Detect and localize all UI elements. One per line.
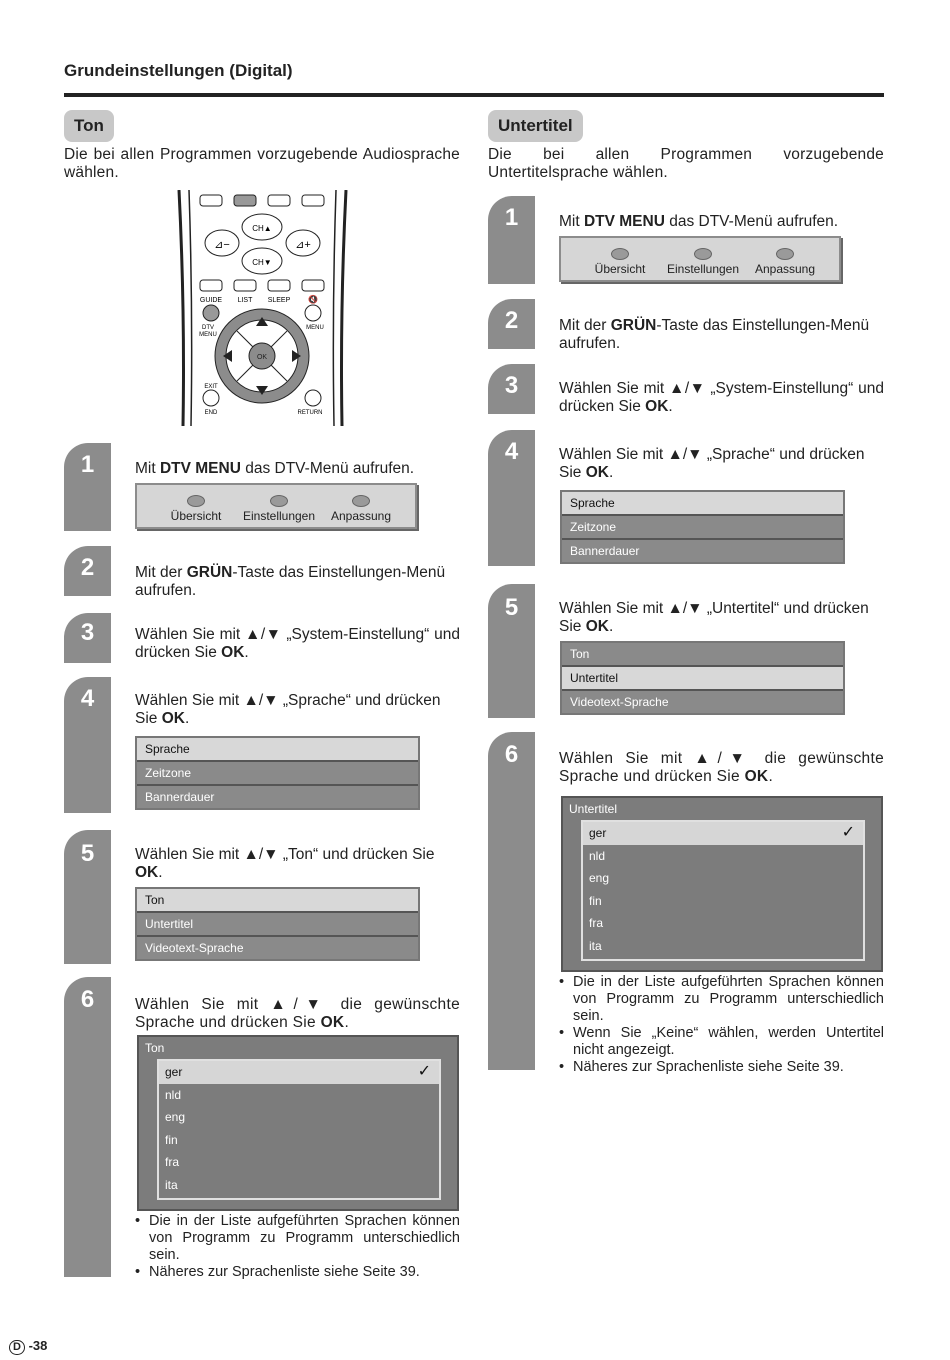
svg-text:RETURN: RETURN xyxy=(297,410,323,416)
svg-text:MENU: MENU xyxy=(199,332,217,338)
section-heading-untertitel: Untertitel xyxy=(488,110,583,142)
step-text: Wählen Sie mit ▲/▼ „Ton“ und drücken Sie OK. xyxy=(135,846,435,881)
menu-dot-icon xyxy=(694,248,712,260)
check-icon: ✓ xyxy=(417,1063,431,1080)
step-text: Wählen Sie mit ▲/▼ die gewünschte Sprache und drücken Sie OK. xyxy=(135,996,460,1031)
menu-item-anpassung[interactable]: Anpassung xyxy=(330,509,392,523)
note-item: • Näheres zur Sprachenliste siehe Seite 39. xyxy=(135,1264,460,1281)
note-item: • Wenn Sie „Keine“ wählen, werden Untertitel nicht angezeigt. xyxy=(559,1025,884,1059)
remote-control-illustration xyxy=(175,190,350,426)
language-list xyxy=(157,1059,441,1200)
list-item-fin[interactable]: fin xyxy=(589,893,602,908)
step-text: Wählen Sie mit ▲/▼ „Untertitel“ und drücken Sie OK. xyxy=(559,600,869,635)
menu-dot-icon xyxy=(352,495,370,507)
page-number: 38 xyxy=(32,1338,48,1353)
sprache-menu xyxy=(135,736,420,810)
page-title: Grundeinstellungen (Digital) xyxy=(64,61,293,80)
intro-text: Die bei allen Programmen vorzugebende Audiosprache wählen. xyxy=(64,146,460,181)
step-number: 3 xyxy=(504,372,519,399)
note-item: • Näheres zur Sprachenliste siehe Seite 39. xyxy=(559,1059,884,1076)
menu-row-videotext-sprache[interactable]: Videotext-Sprache xyxy=(562,691,843,713)
dtv-menu-bar xyxy=(135,483,417,529)
menu-row-bannerdauer[interactable]: Bannerdauer xyxy=(562,540,843,562)
menu-item-uebersicht[interactable]: Übersicht xyxy=(170,509,222,523)
list-item-fin[interactable]: fin xyxy=(165,1132,178,1147)
ch-down-label: CH▼ xyxy=(252,258,272,267)
menu-dot-icon xyxy=(776,248,794,260)
language-list xyxy=(581,820,865,961)
menu-dot-icon xyxy=(187,495,205,507)
svg-text:SLEEP: SLEEP xyxy=(267,297,291,304)
menu-item-anpassung[interactable]: Anpassung xyxy=(754,262,816,276)
step-text: Mit der GRÜN-Taste das Einstellungen-Menü aufrufen. xyxy=(559,317,870,352)
list-item-nld[interactable]: nld xyxy=(589,848,606,863)
step-number: 3 xyxy=(80,619,95,646)
menu-row-sprache[interactable]: Sprache xyxy=(562,492,843,516)
step-number: 5 xyxy=(504,594,519,621)
title-divider xyxy=(64,93,884,97)
svg-text:GUIDE: GUIDE xyxy=(199,297,223,304)
menu-row-sprache[interactable]: Sprache xyxy=(137,738,418,762)
step-text: Mit der GRÜN-Taste das Einstellungen-Menü aufrufen. xyxy=(135,564,446,599)
section-heading-ton: Ton xyxy=(64,110,114,142)
svg-text:🔇: 🔇 xyxy=(308,295,318,304)
step-number: 4 xyxy=(80,685,95,712)
menu-dot-icon xyxy=(611,248,629,260)
step-number: 1 xyxy=(504,204,519,231)
step-number: 2 xyxy=(80,554,95,581)
list-header: Untertitel xyxy=(569,802,618,816)
step-number: 4 xyxy=(504,438,519,465)
svg-text:⊿+: ⊿+ xyxy=(295,239,311,251)
untertitel-menu xyxy=(560,641,845,715)
list-item-ger[interactable]: ger ✓ xyxy=(159,1061,439,1084)
ton-menu xyxy=(135,887,420,961)
svg-text:⊿−: ⊿− xyxy=(214,239,230,251)
step-text: Wählen Sie mit ▲/▼ „System-Einstellung“ und drücken Sie OK. xyxy=(135,626,460,661)
menu-row-zeitzone[interactable]: Zeitzone xyxy=(562,516,843,540)
step-text: Wählen Sie mit ▲/▼ „System-Einstellung“ und drücken Sie OK. xyxy=(559,380,884,415)
menu-item-einstellungen[interactable]: Einstellungen xyxy=(242,509,316,523)
language-list-box xyxy=(561,796,883,972)
step-badge xyxy=(64,977,111,1277)
menu-row-ton[interactable]: Ton xyxy=(137,889,418,913)
menu-row-videotext-sprache[interactable]: Videotext-Sprache xyxy=(137,937,418,959)
page-footer: D -38 xyxy=(9,1338,47,1355)
step-badge xyxy=(488,732,535,1070)
menu-row-zeitzone[interactable]: Zeitzone xyxy=(137,762,418,786)
list-item-ita[interactable]: ita xyxy=(165,1177,178,1192)
step-text: Mit DTV MENU das DTV-Menü aufrufen. xyxy=(135,460,415,477)
step-number: 1 xyxy=(80,451,95,478)
step-text: Wählen Sie mit ▲/▼ die gewünschte Sprache und drücken Sie OK. xyxy=(559,750,884,785)
list-item-fra[interactable]: fra xyxy=(589,916,604,930)
menu-row-untertitel[interactable]: Untertitel xyxy=(562,667,843,691)
notes-list xyxy=(135,1213,460,1281)
svg-text:OK: OK xyxy=(256,354,268,361)
language-list-box xyxy=(137,1035,459,1211)
list-item-eng[interactable]: eng xyxy=(165,1110,186,1124)
step-text: Wählen Sie mit ▲/▼ „Sprache“ und drücken Sie OK. xyxy=(559,446,865,481)
menu-row-bannerdauer[interactable]: Bannerdauer xyxy=(137,786,418,808)
check-icon: ✓ xyxy=(841,824,855,841)
step-number: 5 xyxy=(80,840,95,867)
list-item-eng[interactable]: eng xyxy=(589,871,610,885)
list-item-nld[interactable]: nld xyxy=(165,1087,182,1102)
svg-text:END: END xyxy=(204,410,218,416)
intro-text: Die bei allen Programmen vorzugebende Untertitelsprache wählen. xyxy=(488,146,884,181)
svg-text:LIST: LIST xyxy=(237,297,253,304)
dtv-menu-bar xyxy=(559,236,841,282)
sprache-menu xyxy=(560,490,845,564)
svg-text:MENU: MENU xyxy=(306,325,324,331)
svg-text:EXIT: EXIT xyxy=(204,384,218,390)
note-item: • Die in der Liste aufgeführten Sprachen können von Programm zu Programm unterschiedlich sein. xyxy=(135,1213,460,1264)
step-text: Wählen Sie mit ▲/▼ „Sprache“ und drücken Sie OK. xyxy=(135,692,441,727)
step-number: 2 xyxy=(504,307,519,334)
menu-row-untertitel[interactable]: Untertitel xyxy=(137,913,418,937)
step-number: 6 xyxy=(80,986,95,1013)
list-item-ita[interactable]: ita xyxy=(589,938,602,953)
list-item-ger[interactable]: ger ✓ xyxy=(583,822,863,845)
region-badge: D xyxy=(9,1340,25,1355)
svg-text:DTV: DTV xyxy=(202,325,214,331)
menu-row-ton[interactable]: Ton xyxy=(562,643,843,667)
list-item-fra[interactable]: fra xyxy=(165,1155,180,1169)
notes-list xyxy=(559,974,884,1076)
step-number: 6 xyxy=(504,741,519,768)
note-item: • Die in der Liste aufgeführten Sprachen können von Programm zu Programm unterschiedlich sein. xyxy=(559,974,884,1025)
step-text: Mit DTV MENU das DTV-Menü aufrufen. xyxy=(559,213,839,230)
menu-dot-icon xyxy=(270,495,288,507)
menu-item-uebersicht[interactable]: Übersicht xyxy=(594,262,646,276)
ch-up-label: CH▲ xyxy=(252,224,272,233)
list-header: Ton xyxy=(145,1041,165,1055)
menu-item-einstellungen[interactable]: Einstellungen xyxy=(666,262,740,276)
